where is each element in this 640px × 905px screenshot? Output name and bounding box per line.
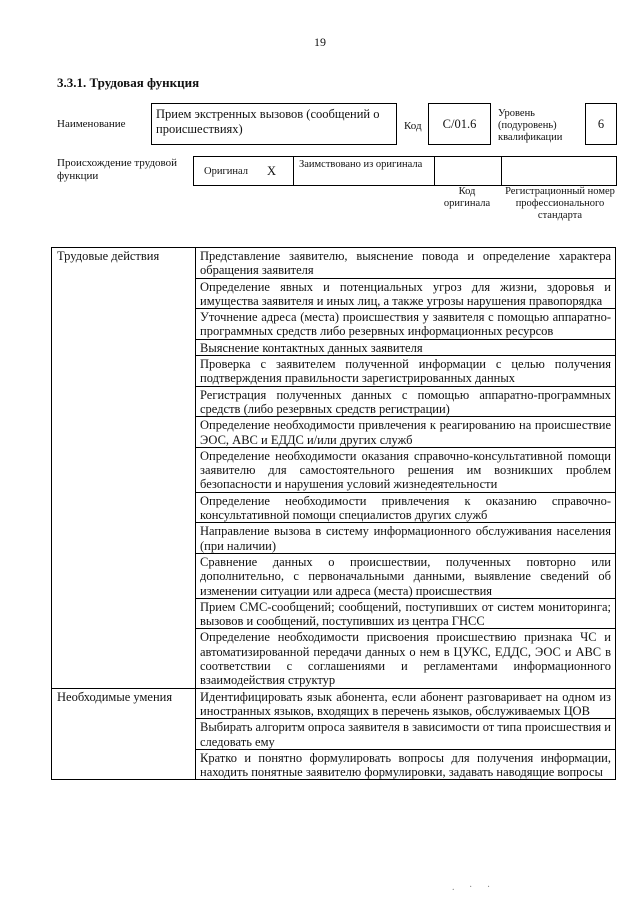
section-item: Определение явных и потенциальных угроз для жизни, здоровья и имущества заявителя и иных лиц, а также угрозы нарушения правопорядка <box>196 278 616 309</box>
section-title: Необходимые умения <box>52 688 196 780</box>
section-item: Выяснение контактных данных заявителя <box>196 339 616 355</box>
section-item: Определение необходимости привлечения к реагированию на происшествие ЭОС, АВС и ЕДДС и/или других служб <box>196 417 616 448</box>
section-item: Идентифицировать язык абонента, если абонент разговаривает на одном из иностранных языков, входящих в перечень языков, обслуживаемых ЦОВ <box>196 688 616 719</box>
section-item: Представление заявителю, выяснение повода и определение характера обращения заявителя <box>196 248 616 279</box>
section-item: Кратко и понятно формулировать вопросы для получения информации, находить понятные заявителю формулировки, задавать наводящие вопросы <box>196 749 616 780</box>
original-label: Оригинал <box>204 166 248 177</box>
section-item: Определение необходимости привлечения к оказанию справочно-консультативной помощи специалистов других служб <box>196 492 616 523</box>
section-title: Трудовые действия <box>52 248 196 689</box>
code-original-caption: Код оригинала <box>443 186 491 209</box>
section-item: Регистрация полученных данных с помощью аппаратно-программных средств (либо резервных средств регистрации) <box>196 386 616 417</box>
divider <box>501 157 502 185</box>
section-item: Определение необходимости оказания справочно-консультативной помощи заявителю для самостоятельного решения им возникших проблем безопасности и нарушения условий жизнедеятельности <box>196 447 616 492</box>
section-item: Сравнение данных о происшествии, полученных повторно или дополнительно, с первоначальными данными, выявление сведений об изменении ситуации или адреса (места) происшествия <box>196 553 616 598</box>
borrowed-label: Заимствовано из оригинала <box>299 159 423 170</box>
scan-artifact: . · · <box>452 882 497 893</box>
level-value: 6 <box>597 117 605 131</box>
section-item: Уточнение адреса (места) происшествия у заявителя с помощью аппаратно-программных средств либо резервных информационных ресурсов <box>196 309 616 340</box>
section-item: Прием СМС-сообщений; сообщений, поступивших от систем мониторинга; вызовов и сообщений, поступивших из центра ГНСС <box>196 598 616 629</box>
name-box <box>151 103 397 145</box>
original-mark: X <box>267 164 277 178</box>
table-row <box>52 248 616 279</box>
origin-box <box>193 156 617 186</box>
section-item: Направление вызова в систему информационного обслуживания населения (при наличии) <box>196 523 616 554</box>
level-label: Уровень (подуровень) квалификации <box>498 108 563 143</box>
reg-number-caption: Регистрационный номер профессионального стандарта <box>505 186 615 221</box>
divider <box>434 157 435 185</box>
section-item: Выбирать алгоритм опроса заявителя в зависимости от типа происшествия и следовать ему <box>196 719 616 750</box>
origin-label: Происхождение трудовой функции <box>57 157 178 182</box>
code-label: Код <box>404 120 422 132</box>
code-value: C/01.6 <box>442 117 477 131</box>
code-box <box>428 103 491 145</box>
level-box <box>585 103 617 145</box>
section-item: Определение необходимости присвоения происшествию признака ЧС и автоматизированной передачи данных о нем в ЦУКС, ЕДДС, ЭОС и АВС в соответствии с соглашениями и регламентами информационного взаимодействия структур <box>196 629 616 688</box>
name-label: Наименование <box>57 118 126 130</box>
page-number: 19 <box>314 35 326 49</box>
section-heading: 3.3.1. Трудовая функция <box>57 75 200 90</box>
section-item: Проверка с заявителем полученной информации с целью получения подтверждения правильности зарегистрированных данных <box>196 356 616 387</box>
divider <box>293 157 294 185</box>
functions-table <box>51 247 616 780</box>
name-value: Прием экстренных вызовов (сообщений о происшествиях) <box>156 107 380 136</box>
table-row <box>52 688 616 719</box>
